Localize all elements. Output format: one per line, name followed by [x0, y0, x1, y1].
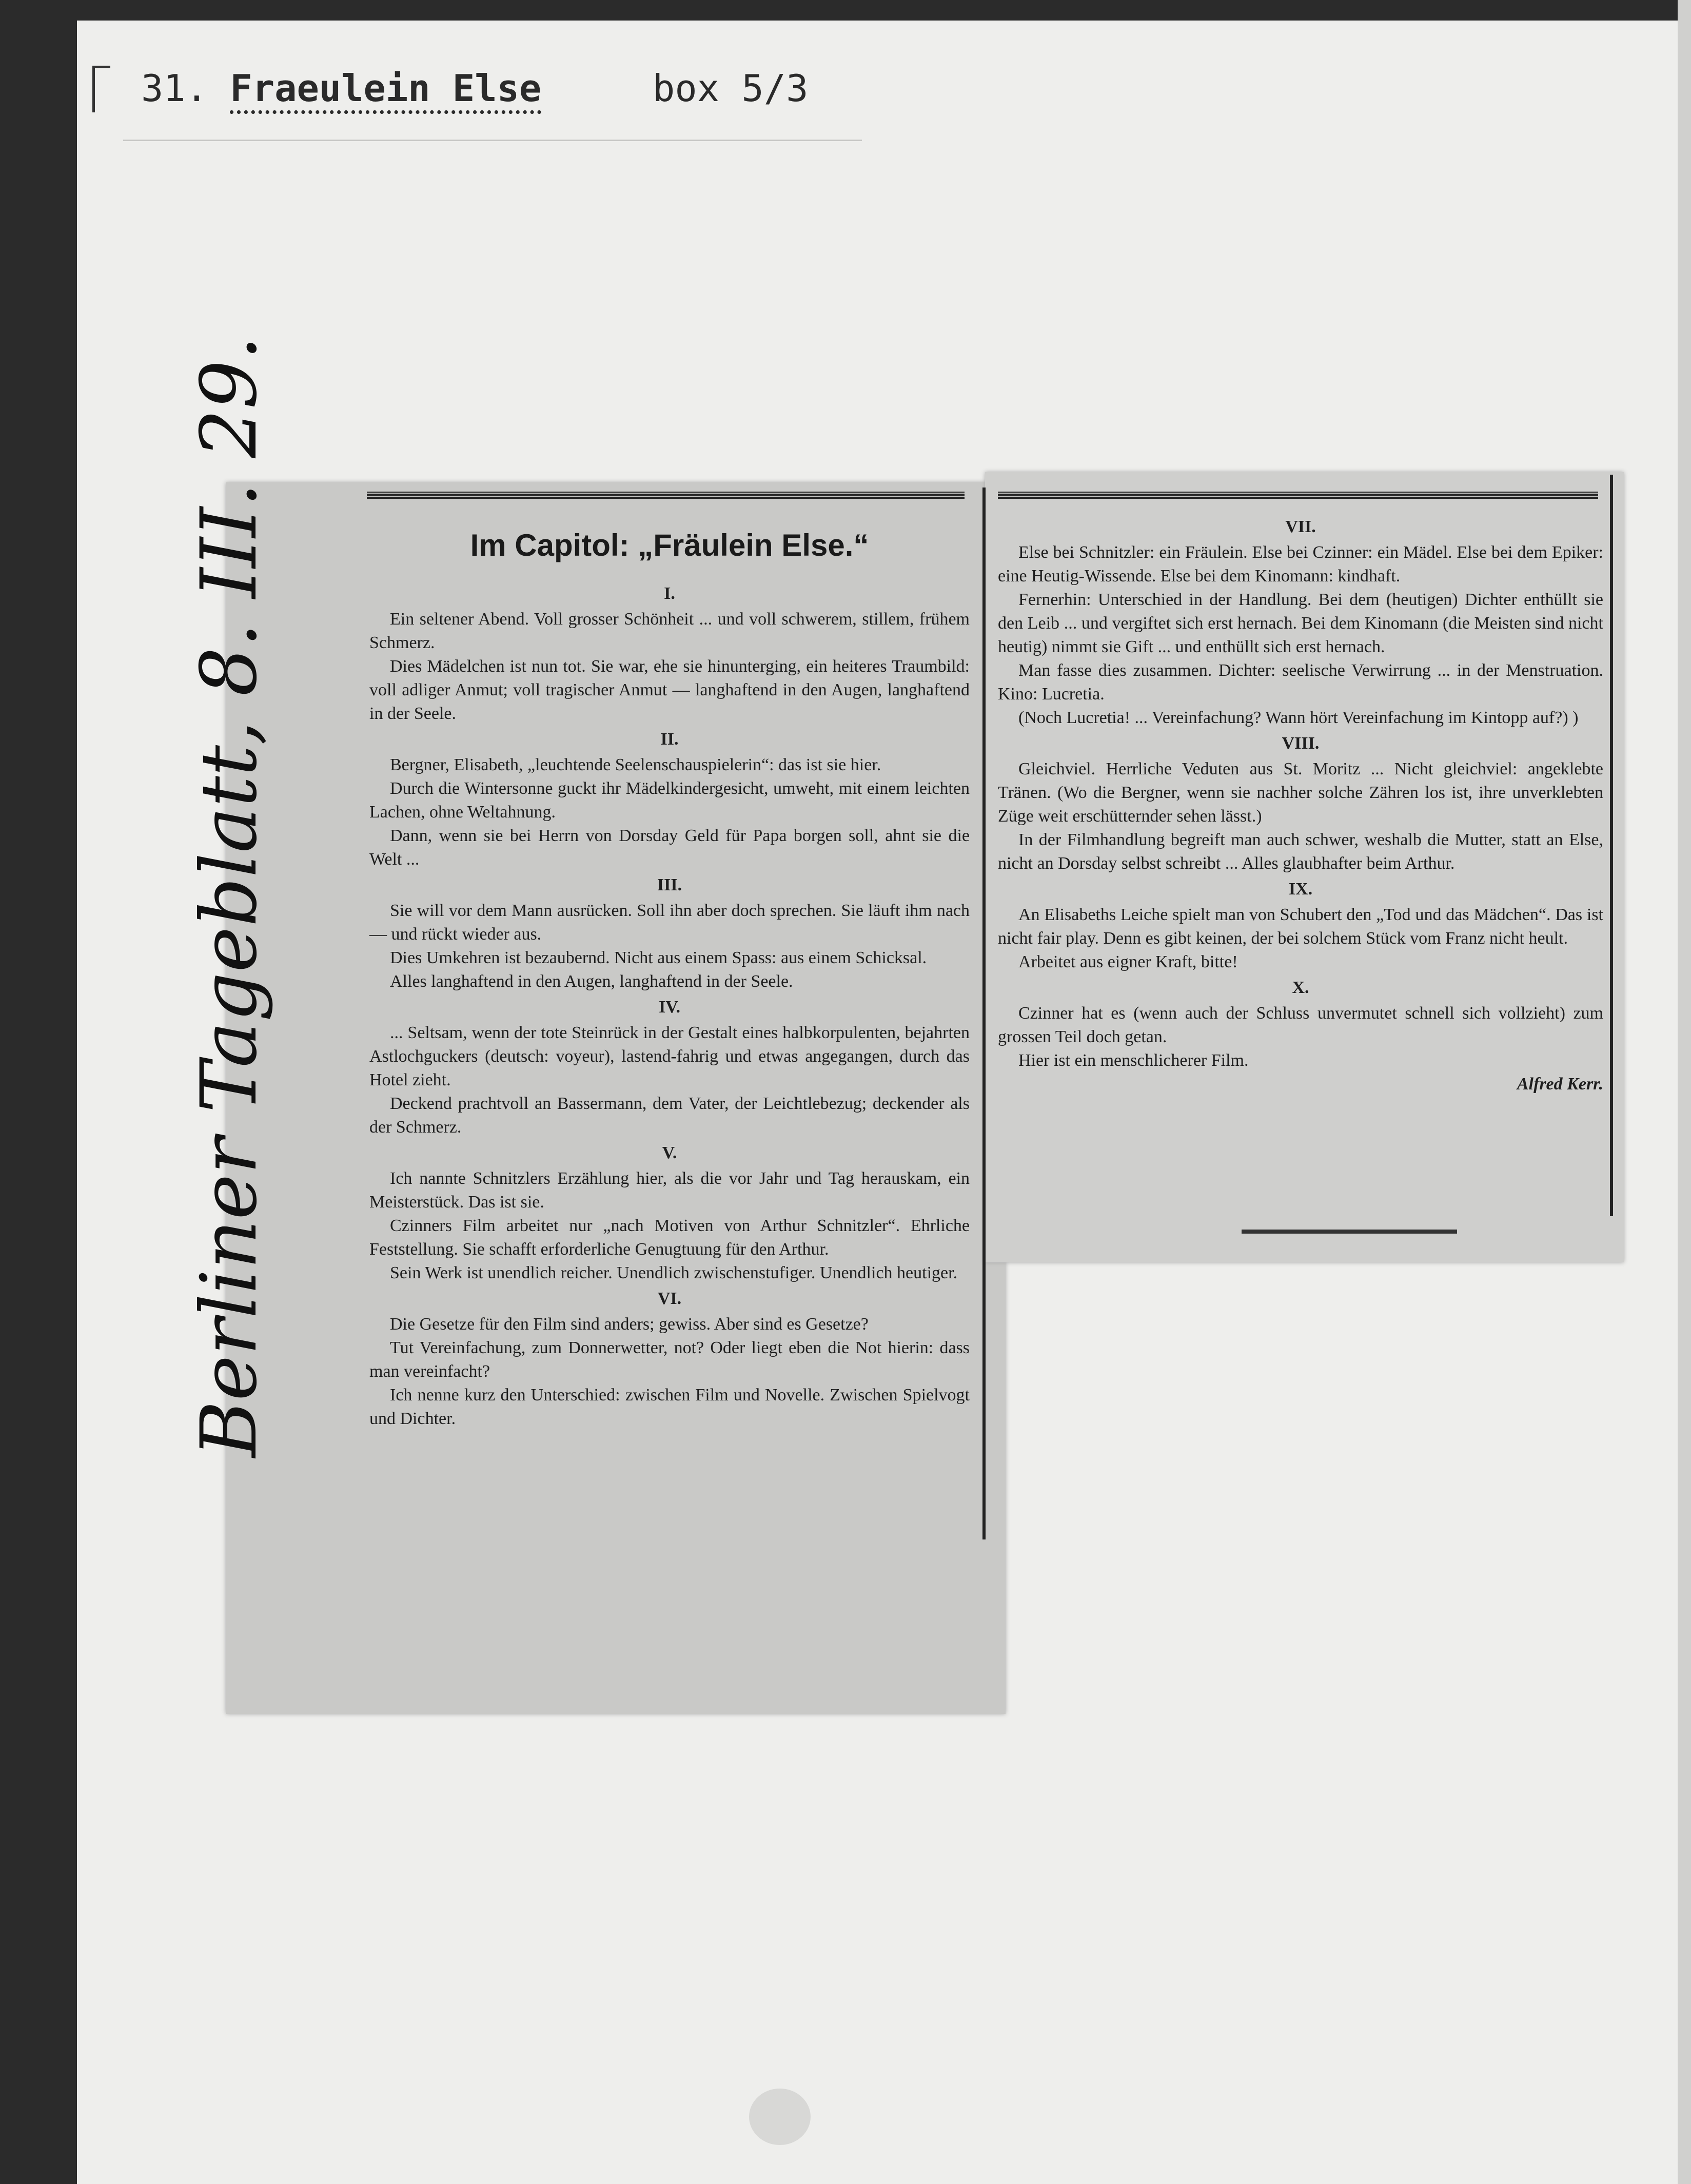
folder-title: Fraeulein Else	[230, 67, 542, 110]
section-number: VIII.	[1282, 734, 1320, 753]
paragraph: Hier ist ein menschlicherer Film.	[1018, 1051, 1249, 1070]
paragraph: Arbeitet aus eigner Kraft, bitte!	[1018, 952, 1238, 971]
section-number: IV.	[659, 998, 680, 1017]
paragraph: ... Seltsam, wenn der tote Steinrück in der Gestalt eines halbkorpulenten, bejahrten Astlochguckers (deutsch: voyeur), lastend-fahrig und etwas angegangen, durch das Hotel zieht.	[369, 1023, 970, 1089]
sheet-right-edge	[1678, 0, 1691, 2184]
section-number: X.	[1292, 978, 1309, 997]
paragraph: Dies Mädelchen ist nun tot. Sie war, ehe sie hinunterging, ein heiteres Traumbild: voll adliger Anmut; voll tragischer Anmut — langhaftend in den Augen, langhaftend in der Seele.	[369, 657, 970, 723]
article-right-column	[998, 513, 1603, 1096]
paragraph: Alles langhaftend in den Augen, langhaftend in der Seele.	[390, 972, 793, 991]
folder-header	[141, 67, 808, 110]
paragraph: (Noch Lucretia! ... Vereinfachung? Wann hört Vereinfachung im Kintopp auf?) )	[1018, 708, 1579, 727]
folder-number: 31.	[141, 67, 208, 110]
paragraph: Czinner hat es (wenn auch der Schluss unvermutet schnell sich vollzieht) zum grossen Teil doch getan.	[998, 1004, 1603, 1046]
article-headline: Im Capitol: „Fräulein Else.“	[470, 528, 869, 562]
paragraph: Man fasse dies zusammen. Dichter: seelische Verwirrung ... in der Menstruation. Kino: Lucretia.	[998, 661, 1603, 704]
headline-rule-left	[367, 492, 965, 499]
paragraph: Sie will vor dem Mann ausrücken. Soll ihn aber doch sprechen. Sie läuft ihm nach — und rückt wieder aus.	[369, 901, 970, 944]
right-border	[1610, 475, 1613, 1216]
handwritten-source-note: Berliner Tageblatt, 8. III. 29.	[185, 336, 274, 1457]
headline-rule-right	[998, 492, 1598, 499]
paragraph: Czinners Film arbeitet nur „nach Motiven von Arthur Schnitzler“. Ehrliche Feststellung. Sie schafft erforderliche Genugtuung für den Arthur.	[369, 1216, 970, 1259]
archive-stamp	[749, 2089, 811, 2145]
paragraph: Tut Vereinfachung, zum Donnerwetter, not? Oder liegt eben die Not hierin: dass man vereinfacht?	[369, 1338, 970, 1381]
section-number: VI.	[657, 1289, 682, 1308]
section-number: I.	[664, 584, 675, 603]
section-number: II.	[660, 730, 679, 749]
corner-bracket	[92, 66, 110, 112]
author-signature: Alfred Kerr.	[1517, 1075, 1603, 1094]
article-left-column	[369, 580, 970, 1431]
box-label: box 5/3	[653, 67, 809, 110]
paragraph: Die Gesetze für den Film sind anders; gewiss. Aber sind es Gesetze?	[390, 1315, 869, 1334]
paragraph: Ich nannte Schnitzlers Erzählung hier, als die vor Jahr und Tag herauskam, ein Meisterstück. Das ist sie.	[369, 1169, 970, 1212]
section-number: V.	[662, 1143, 677, 1162]
paragraph: Fernerhin: Unterschied in der Handlung. Bei dem (heutigen) Dichter enthüllt sie den Leib ... und vergiftet sich erst hernach. Bei dem Kinomann (die Meisten sind nicht heutig) nimmt sie Gift ... und enthüllt sich erst hernach.	[998, 590, 1603, 656]
paragraph: Deckend prachtvoll an Bassermann, dem Vater, der Leichtlebezug; deckender als der Schmerz.	[369, 1094, 970, 1137]
paragraph: Gleichviel. Herrliche Veduten aus St. Moritz ... Nicht gleichviel: angeklebte Tränen. (Wo die Bergner, wenn sie nachher solche Zähren los ist, ihre unverklebten Züge weit erschütternder sehen lässt.)	[998, 759, 1603, 826]
section-number: IX.	[1288, 880, 1313, 899]
column-divider	[982, 488, 986, 1539]
paragraph: Ein seltener Abend. Voll grosser Schönheit ... und voll schwerem, stillem, frühem Schmerz.	[369, 610, 970, 652]
article-end-rule	[1242, 1230, 1457, 1234]
paragraph: Dann, wenn sie bei Herrn von Dorsday Geld für Papa borgen soll, ahnt sie die Welt ...	[369, 826, 970, 869]
section-number: VII.	[1285, 517, 1316, 536]
paragraph: In der Filmhandlung begreift man auch schwer, weshalb die Mutter, statt an Else, nicht an Dorsday selbst schreibt ... Alles glaubhafter beim Arthur.	[998, 830, 1603, 873]
paragraph: Else bei Schnitzler: ein Fräulein. Else bei Czinner: ein Mädel. Else bei dem Epiker: eine Heutig-Wissende. Else bei dem Kinomann: kindhaft.	[998, 543, 1603, 586]
paragraph: Durch die Wintersonne guckt ihr Mädelkindergesicht, umweht, mit einem leichten Lachen, ohne Weltahnung.	[369, 779, 970, 822]
section-number: III.	[657, 875, 682, 894]
paragraph: Dies Umkehren ist bezaubernd. Nicht aus einem Spass: aus einem Schicksal.	[390, 948, 927, 967]
paragraph: Bergner, Elisabeth, „leuchtende Seelenschauspielerin“: das ist sie hier.	[390, 755, 881, 774]
paragraph: Sein Werk ist unendlich reicher. Unendlich zwischenstufiger. Unendlich heutiger.	[390, 1263, 958, 1282]
paragraph: An Elisabeths Leiche spielt man von Schubert den „Tod und das Mädchen“. Das ist nicht fair play. Denn es gibt keinen, der bei solchem Stück vom Franz nicht heult.	[998, 905, 1603, 948]
header-rule	[123, 140, 862, 141]
paragraph: Ich nenne kurz den Unterschied: zwischen Film und Novelle. Zwischen Spielvogt und Dichter.	[369, 1386, 970, 1428]
